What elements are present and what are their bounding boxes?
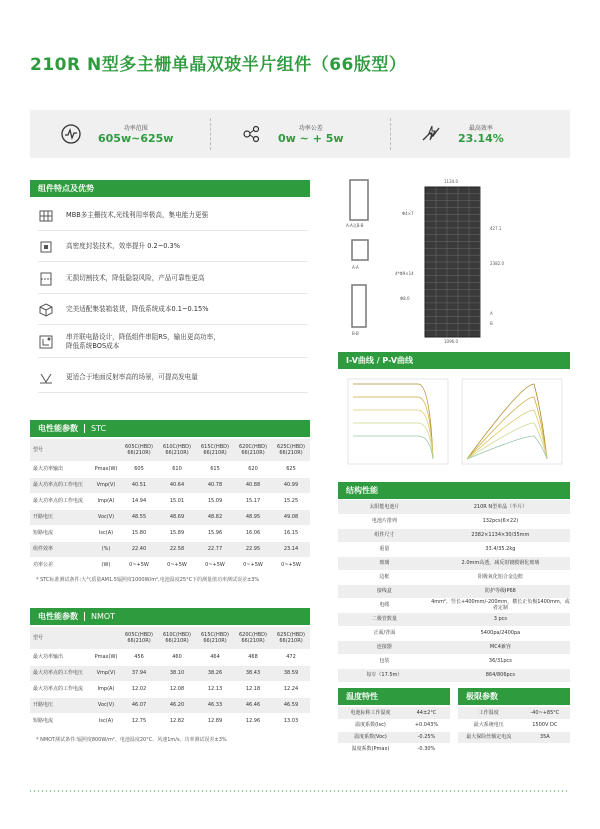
row-unit: (W) [92, 557, 120, 573]
row-key: 电池标称工作温度 [338, 707, 403, 719]
row-value: 132pcs(6×22) [431, 514, 570, 528]
row-value: 46.33 [196, 697, 234, 713]
row-value: 33.4/35.2kg [431, 542, 570, 556]
row-value: 0~+5W [120, 557, 158, 573]
pv-chart [462, 379, 562, 464]
drawing-label: A [490, 311, 493, 316]
row-value: 15.96 [196, 525, 234, 541]
table-row [338, 570, 570, 584]
drawing-label: Φ8.0 [400, 296, 410, 301]
row-unit: Imp(A) [92, 681, 120, 697]
row-value: 40.99 [272, 477, 310, 493]
table-row [338, 556, 570, 570]
nmot-table [30, 627, 310, 730]
row-value: 22.58 [158, 541, 196, 557]
table-row [30, 713, 310, 729]
row-value: 38.10 [158, 665, 196, 681]
row-value: 22.77 [196, 541, 234, 557]
row-value: 12.13 [196, 681, 234, 697]
lightning-icon [420, 123, 442, 145]
feature-text: 无损切割技术，降低隐裂风险，产品可靠性更高 [66, 274, 205, 283]
header-cell: 625C(HBD) 66(210R) [272, 439, 310, 461]
pv-curve [467, 384, 547, 459]
row-key: 温度系数(Voc) [338, 731, 403, 743]
row-value: 48.82 [196, 509, 234, 525]
row-name: 最大功率输出 [30, 461, 92, 477]
drawing-label: 427.1 [490, 226, 502, 231]
row-value: 49.08 [272, 509, 310, 525]
max-efficiency-value: 23.14% [458, 132, 504, 145]
row-value: 15.89 [158, 525, 196, 541]
row-unit: Isc(A) [92, 713, 120, 729]
row-value: 40.78 [196, 477, 234, 493]
row-value: 620 [234, 461, 272, 477]
row-value: 15.17 [234, 493, 272, 509]
row-value: 48.95 [234, 509, 272, 525]
mechanical-drawing [340, 175, 570, 345]
table-header-row [30, 439, 310, 461]
feature-item [38, 208, 308, 231]
row-value: 12.89 [196, 713, 234, 729]
row-key: 组件尺寸 [338, 528, 431, 542]
row-value: 3 pcs [431, 612, 570, 626]
row-unit: (%) [92, 541, 120, 557]
drawing-label: B-B [352, 331, 359, 336]
ivpv-heading [338, 352, 570, 369]
row-value: 464 [196, 649, 234, 665]
row-value: 610 [158, 461, 196, 477]
row-key: 正面/背面 [338, 626, 431, 640]
row-value: 40.88 [234, 477, 272, 493]
table-row [30, 493, 310, 509]
row-value: 13.03 [272, 713, 310, 729]
row-key: 连接器 [338, 640, 431, 654]
row-value: 12.75 [120, 713, 158, 729]
row-value: 46.20 [158, 697, 196, 713]
ivpv-heading-text: I-V曲线 / P-V曲线 [346, 356, 414, 365]
row-name: 最大功率点的工作电压 [30, 665, 92, 681]
temp-heading [338, 688, 450, 705]
feature-item [38, 271, 308, 294]
stc-heading-text: 电性能参数 [38, 424, 78, 433]
header-cell: 型号 [30, 627, 120, 649]
table-row [338, 500, 570, 514]
row-value: 38.26 [196, 665, 234, 681]
box-icon [38, 302, 54, 318]
power-range-cell [30, 110, 210, 158]
feature-item [38, 370, 308, 393]
row-value: 456 [120, 649, 158, 665]
feature-item [38, 302, 308, 325]
table-row [338, 584, 570, 598]
header-cell: 615C(HBD) 66(210R) [196, 439, 234, 461]
row-value: 2.0mm高透，减反射镀膜钢化玻璃 [431, 556, 570, 570]
table-row [338, 514, 570, 528]
table-row [30, 509, 310, 525]
feature-text: 完美适配集装箱装货，降低系统成本0.1~0.15% [66, 305, 209, 314]
limits-table [458, 707, 570, 744]
row-value: MC4兼容 [431, 640, 570, 654]
row-unit: Imp(A) [92, 493, 120, 509]
header-cell: 615C(HBD) 66(210R) [196, 627, 234, 649]
row-value: -40~+85°C [520, 707, 570, 719]
row-value: 0~+5W [196, 557, 234, 573]
row-value: 5400pa/2400pa [431, 626, 570, 640]
pv-curve [467, 436, 547, 459]
row-value: 4mm²，竖长+400mm/-200mm，横长正负极1400mm，或者定制 [431, 598, 570, 611]
row-value: 12.96 [234, 713, 272, 729]
row-key: 包装 [338, 654, 431, 668]
row-value: 44±2°C [403, 707, 450, 719]
power-range-label: 功率范围 [123, 125, 148, 132]
row-value: 22.95 [234, 541, 272, 557]
table-row [338, 640, 570, 654]
row-value: 48.55 [120, 509, 158, 525]
row-unit: Voc(V) [92, 509, 120, 525]
iv-curve [353, 384, 433, 459]
structure-heading-text: 结构性能 [346, 486, 378, 495]
row-key: 玻璃 [338, 556, 431, 570]
row-value: 36/31pcs [431, 654, 570, 668]
header-cell: 605C(HBD) 66(210R) [120, 627, 158, 649]
power-tolerance-value: 0w ~ + 5w [278, 132, 344, 145]
max-efficiency-cell [390, 110, 570, 158]
cut-icon [38, 271, 54, 287]
row-value: 37.94 [120, 665, 158, 681]
nmot-heading [30, 608, 310, 625]
molecule-icon [240, 123, 262, 145]
drawing-label: Φ4×7 [402, 211, 414, 216]
features-heading-text: 组件特点及优势 [38, 184, 94, 193]
row-value: 38.59 [272, 665, 310, 681]
drawing-label: 2382.0 [490, 261, 504, 266]
table-row [338, 598, 570, 612]
row-name: 短路电流 [30, 525, 92, 541]
row-name: 开路电压 [30, 509, 92, 525]
row-unit: Vmp(V) [92, 477, 120, 493]
table-row [338, 707, 450, 719]
row-value: 16.15 [272, 525, 310, 541]
header-cell: 605C(HBD) 66(210R) [120, 439, 158, 461]
row-value: 605 [120, 461, 158, 477]
row-unit: Pmax(W) [92, 461, 120, 477]
row-value: 2382×1134×30/35mm [431, 528, 570, 542]
iv-curve [353, 423, 433, 459]
row-value: 210R N型单晶（半片） [431, 500, 570, 514]
table-row [458, 731, 570, 743]
row-value: 12.18 [234, 681, 272, 697]
row-name: 组件效率 [30, 541, 92, 557]
max-efficiency-label: 最高效率 [468, 125, 493, 132]
row-value: +0.043% [403, 719, 450, 731]
row-value: 625 [272, 461, 310, 477]
row-key: 最大系统电压 [458, 719, 520, 731]
table-row [338, 626, 570, 640]
row-name: 最大功率输出 [30, 649, 92, 665]
row-value: 0~+5W [234, 557, 272, 573]
stc-table [30, 439, 310, 574]
iv-curve [353, 410, 433, 459]
feature-text: MBB多主栅技术,光线利用率极高，集电能力更强 [66, 211, 209, 220]
row-value: 48.69 [158, 509, 196, 525]
limits-heading-text: 极限参数 [466, 692, 498, 701]
feature-item [38, 333, 308, 358]
row-value: 15.01 [158, 493, 196, 509]
row-value: 12.82 [158, 713, 196, 729]
iv-curve [353, 436, 433, 459]
page-title: 210R N型多主栅单晶双玻半片组件（66版型） [30, 55, 407, 75]
drawing-label: A-A及B-B [346, 223, 364, 228]
row-key: 接线盒 [338, 584, 431, 598]
row-value: 40.64 [158, 477, 196, 493]
row-key: 温度系数(Pmax) [338, 743, 403, 755]
table-row [458, 719, 570, 731]
feature-text-line2: 降低系统BOS成本 [66, 342, 120, 351]
row-key: 重量 [338, 542, 431, 556]
row-name: 最大功率点的工作电压 [30, 477, 92, 493]
drawing-label: 1096.0 [444, 339, 458, 344]
row-value: 0~+5W [158, 557, 196, 573]
table-row [338, 731, 450, 743]
row-value: 阳极氧化铝合金边框 [431, 570, 570, 584]
row-value: 16.06 [234, 525, 272, 541]
row-value: 15.25 [272, 493, 310, 509]
table-row [30, 541, 310, 557]
row-key: 二极管数量 [338, 612, 431, 626]
table-row [338, 612, 570, 626]
power-tolerance-label: 功率公差 [298, 125, 323, 132]
features-heading [30, 180, 310, 197]
power-range-value: 605w~625w [98, 132, 174, 145]
stc-heading-sub: STC [84, 424, 106, 433]
row-name: 最大功率点的工作电流 [30, 493, 92, 509]
limits-heading [458, 688, 570, 705]
table-row [458, 707, 570, 719]
row-value: 46.07 [120, 697, 158, 713]
row-value: 615 [196, 461, 234, 477]
row-value: 864/806pcs [431, 668, 570, 682]
row-value: 12.02 [120, 681, 158, 697]
pv-curve [467, 397, 547, 459]
row-value: -0.30% [403, 743, 450, 755]
row-key: 工作温度 [458, 707, 520, 719]
row-value: 1500V DC [520, 719, 570, 731]
reflect-icon [38, 370, 54, 386]
table-row [338, 528, 570, 542]
drawing-label: A-A [352, 265, 359, 270]
row-name: 短路电流 [30, 713, 92, 729]
table-row [30, 681, 310, 697]
feature-text: 高密度封装技术，效率提升 0.2~0.3% [66, 242, 180, 251]
header-cell: 610C(HBD) 66(210R) [158, 627, 196, 649]
header-cell: 620C(HBD) 66(210R) [234, 627, 272, 649]
row-value: 468 [234, 649, 272, 665]
row-unit: Voc(V) [92, 697, 120, 713]
table-row [30, 557, 310, 573]
power-tolerance-cell [210, 110, 390, 158]
row-value: 40.51 [120, 477, 158, 493]
table-row [30, 665, 310, 681]
header-cell: 610C(HBD) 66(210R) [158, 439, 196, 461]
row-value: 12.08 [158, 681, 196, 697]
table-row [30, 525, 310, 541]
stc-heading [30, 420, 310, 437]
row-value: 0~+5W [272, 557, 310, 573]
drawing-label: 1134.0 [444, 179, 458, 184]
row-name: 功率公差 [30, 557, 92, 573]
row-value: 12.24 [272, 681, 310, 697]
spec-summary-band [30, 110, 570, 158]
row-value: 14.94 [120, 493, 158, 509]
stc-note: * STC标准测试条件:大气质量AM1.5辐照度1000W/m²,电池温度25°C下的测量值功率测试误差±3% [36, 577, 260, 583]
row-key: 每车（17.5m） [338, 668, 431, 682]
row-key: 电缆 [338, 598, 431, 612]
row-value: 防护等级IP68 [431, 584, 570, 598]
row-key: 太阳能电池片 [338, 500, 431, 514]
grid-panel-icon [38, 208, 54, 224]
iv-curve [353, 397, 433, 459]
row-key: 边框 [338, 570, 431, 584]
row-value: 15.80 [120, 525, 158, 541]
row-key: 温度系数(Isc) [338, 719, 403, 731]
structure-heading [338, 482, 570, 499]
table-row [338, 743, 450, 755]
row-key: 最大保险丝额定电流 [458, 731, 520, 743]
nmot-note: * NMOT测试条件:辐照度800W/m²、电池温度20°C、风速1m/s、功率测试误差±3% [36, 737, 227, 743]
table-row [338, 668, 570, 682]
nmot-heading-text: 电性能参数 [38, 612, 78, 621]
row-name: 开路电压 [30, 697, 92, 713]
row-value: 22.40 [120, 541, 158, 557]
temp-table [338, 707, 450, 756]
row-unit: Isc(A) [92, 525, 120, 541]
wave-circle-icon [60, 123, 82, 145]
drawing-label: B [490, 321, 493, 326]
header-cell: 620C(HBD) 66(210R) [234, 439, 272, 461]
row-value: 46.46 [234, 697, 272, 713]
structure-table [338, 500, 570, 683]
row-value: -0.25% [403, 731, 450, 743]
table-header-row [30, 627, 310, 649]
iv-chart [348, 379, 448, 464]
drawing-label: 4*Φ9×14 [395, 271, 414, 276]
table-row [30, 649, 310, 665]
header-cell: 型号 [30, 439, 120, 461]
pv-curve [467, 423, 547, 459]
nmot-heading-sub: NMOT [84, 612, 115, 621]
row-value: 46.59 [272, 697, 310, 713]
circuit-icon [38, 334, 54, 350]
table-row [338, 542, 570, 556]
row-unit: Vmp(V) [92, 665, 120, 681]
row-value: 35A [520, 731, 570, 743]
row-unit: Pmax(W) [92, 649, 120, 665]
row-value: 23.14 [272, 541, 310, 557]
row-key: 电池片排列 [338, 514, 431, 528]
bottom-divider [30, 790, 570, 792]
temp-heading-text: 温度特性 [346, 692, 378, 701]
row-value: 460 [158, 649, 196, 665]
feature-text: 串并联电路设计，降低组件串阻RS，输出更高功率， [66, 333, 220, 341]
table-row [338, 719, 450, 731]
table-row [30, 461, 310, 477]
feature-text: 更适合于地面反射率高的场景，可提高发电量 [66, 373, 198, 382]
row-value: 38.43 [234, 665, 272, 681]
header-cell: 625C(HBD) 66(210R) [272, 627, 310, 649]
row-name: 最大功率点的工作电流 [30, 681, 92, 697]
row-value: 472 [272, 649, 310, 665]
table-row [338, 654, 570, 668]
table-row [30, 477, 310, 493]
table-row [30, 697, 310, 713]
feature-item [38, 239, 308, 262]
ivpv-charts [340, 374, 570, 474]
chip-icon [38, 239, 54, 255]
module-grid [425, 187, 480, 337]
row-value: 15.09 [196, 493, 234, 509]
